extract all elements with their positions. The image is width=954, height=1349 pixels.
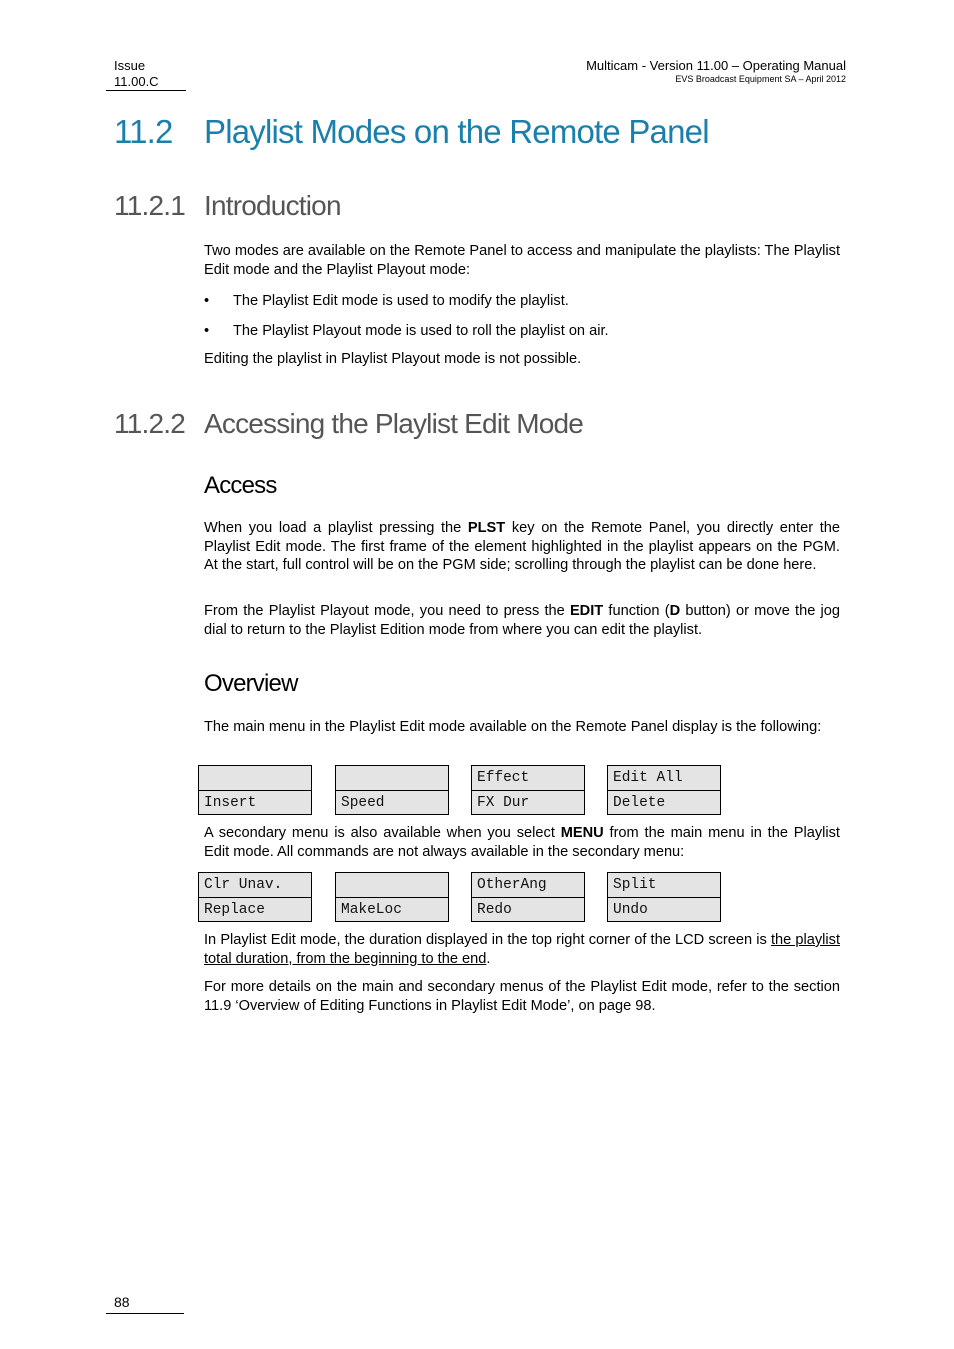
header-title-block xyxy=(586,58,846,84)
secondary-menu-key-bottom: MakeLoc xyxy=(341,902,402,918)
secondary-menu-key-bottom: Replace xyxy=(204,902,265,918)
main-menu-key-top: Effect xyxy=(472,766,584,791)
overview-heading: Overview xyxy=(204,670,298,697)
bullet-item xyxy=(204,292,569,311)
main-menu-key xyxy=(471,765,585,815)
access-heading: Access xyxy=(204,472,277,499)
page-number: 88 xyxy=(114,1294,130,1310)
issue-number: 11.00.C xyxy=(114,74,159,89)
overview-paragraph: The main menu in the Playlist Edit mode available on the Remote Panel display is the following: xyxy=(204,719,822,735)
secondary-menu-key-top: Clr Unav. xyxy=(199,873,311,898)
main-menu-key xyxy=(335,765,449,815)
text-run: button) or move the jog dial to return to the Playlist Edition mode from where you can edit the playlist. xyxy=(204,603,841,638)
secondary-menu-key-bottom: Redo xyxy=(477,902,512,918)
secondary-menu-key xyxy=(607,872,721,922)
intro-number: 11.2.1 xyxy=(114,190,185,221)
secondary-menu-key-top: OtherAng xyxy=(472,873,584,898)
main-menu-key-top xyxy=(199,766,311,791)
plst-key-label: PLST xyxy=(467,520,506,536)
bullet-item xyxy=(204,322,609,341)
section-heading xyxy=(114,113,709,151)
menu-key-label: MENU xyxy=(560,825,604,841)
bullet-icon: • xyxy=(204,293,210,309)
text-run: From the Playlist Playout mode, you need to press the xyxy=(204,603,570,619)
bullet-text: The Playlist Playout mode is used to roll the playlist on air. xyxy=(233,323,609,339)
intro-heading xyxy=(114,190,341,222)
document-subtitle: EVS Broadcast Equipment SA – April 2012 xyxy=(675,74,846,84)
edit-function-label: EDIT xyxy=(569,603,604,619)
bullet-icon: • xyxy=(204,323,210,339)
text-run: . xyxy=(486,950,491,967)
text-run: key on the Remote Panel, you directly enter the Playlist Edit mode. The first frame of the element highlighted in the playlist appears on the PGM. At the start, full control will be on the PGM side; scrolling through the playlist can be done here. xyxy=(204,520,840,573)
text-run: In Playlist Edit mode, the duration displayed in the top right corner of the LCD screen is xyxy=(204,932,771,948)
main-menu-key-top xyxy=(336,766,448,791)
secondary-menu-paragraph xyxy=(204,824,840,861)
text-run: from the main menu in the Playlist Edit mode. All commands are not always available in the secondary menu: xyxy=(204,825,840,860)
main-menu-key xyxy=(607,765,721,815)
reference-paragraph: For more details on the main and secondary menus of the Playlist Edit mode, refer to the section 11.9 ‘Overview of Editing Functions in Playlist Edit Mode’, on page 98. xyxy=(204,979,840,1014)
secondary-menu-key xyxy=(335,872,449,922)
intro-paragraph-2: Editing the playlist in Playlist Playout mode is not possible. xyxy=(204,351,582,367)
intro-title: Introduction xyxy=(204,190,341,221)
access-section-title: Accessing the Playlist Edit Mode xyxy=(204,408,584,439)
duration-paragraph xyxy=(204,931,840,968)
main-menu-key-bottom: FX Dur xyxy=(477,795,530,811)
header-issue xyxy=(114,58,159,90)
secondary-menu-key xyxy=(471,872,585,922)
section-number: 11.2 xyxy=(114,113,173,150)
text-run: A secondary menu is also available when you select xyxy=(204,825,561,841)
header-divider xyxy=(106,90,186,91)
secondary-menu-key-bottom: Undo xyxy=(613,902,648,918)
main-menu-key xyxy=(198,765,312,815)
text-run: function ( xyxy=(603,603,670,619)
secondary-menu-key xyxy=(198,872,312,922)
d-button-label: D xyxy=(669,603,681,619)
section-title: Playlist Modes on the Remote Panel xyxy=(204,113,709,150)
text-run: When you load a playlist pressing the xyxy=(204,520,468,536)
secondary-menu-key-top: Split xyxy=(608,873,720,898)
footer-divider xyxy=(106,1313,184,1314)
access-paragraph-2 xyxy=(204,602,840,639)
page-footer xyxy=(114,1294,130,1310)
main-menu-key-bottom: Speed xyxy=(341,795,385,811)
access-section-number: 11.2.2 xyxy=(114,408,185,439)
secondary-menu-key-top xyxy=(336,873,448,898)
main-menu-key-bottom: Delete xyxy=(613,795,666,811)
underlined-text: the playlist total duration, from the beginning to the end xyxy=(204,932,840,967)
bullet-text: The Playlist Edit mode is used to modify the playlist. xyxy=(233,293,569,309)
access-paragraph-1 xyxy=(204,519,840,575)
intro-paragraph-1: Two modes are available on the Remote Panel to access and manipulate the playlists: The Playlist Edit mode and the Playlist Playout mode: xyxy=(204,243,840,278)
access-section-heading xyxy=(114,408,583,440)
main-menu-key-bottom: Insert xyxy=(204,795,257,811)
issue-label: Issue xyxy=(114,58,146,73)
main-menu-key-top: Edit All xyxy=(608,766,720,791)
document-title: Multicam - Version 11.00 – Operating Manual xyxy=(586,58,846,73)
